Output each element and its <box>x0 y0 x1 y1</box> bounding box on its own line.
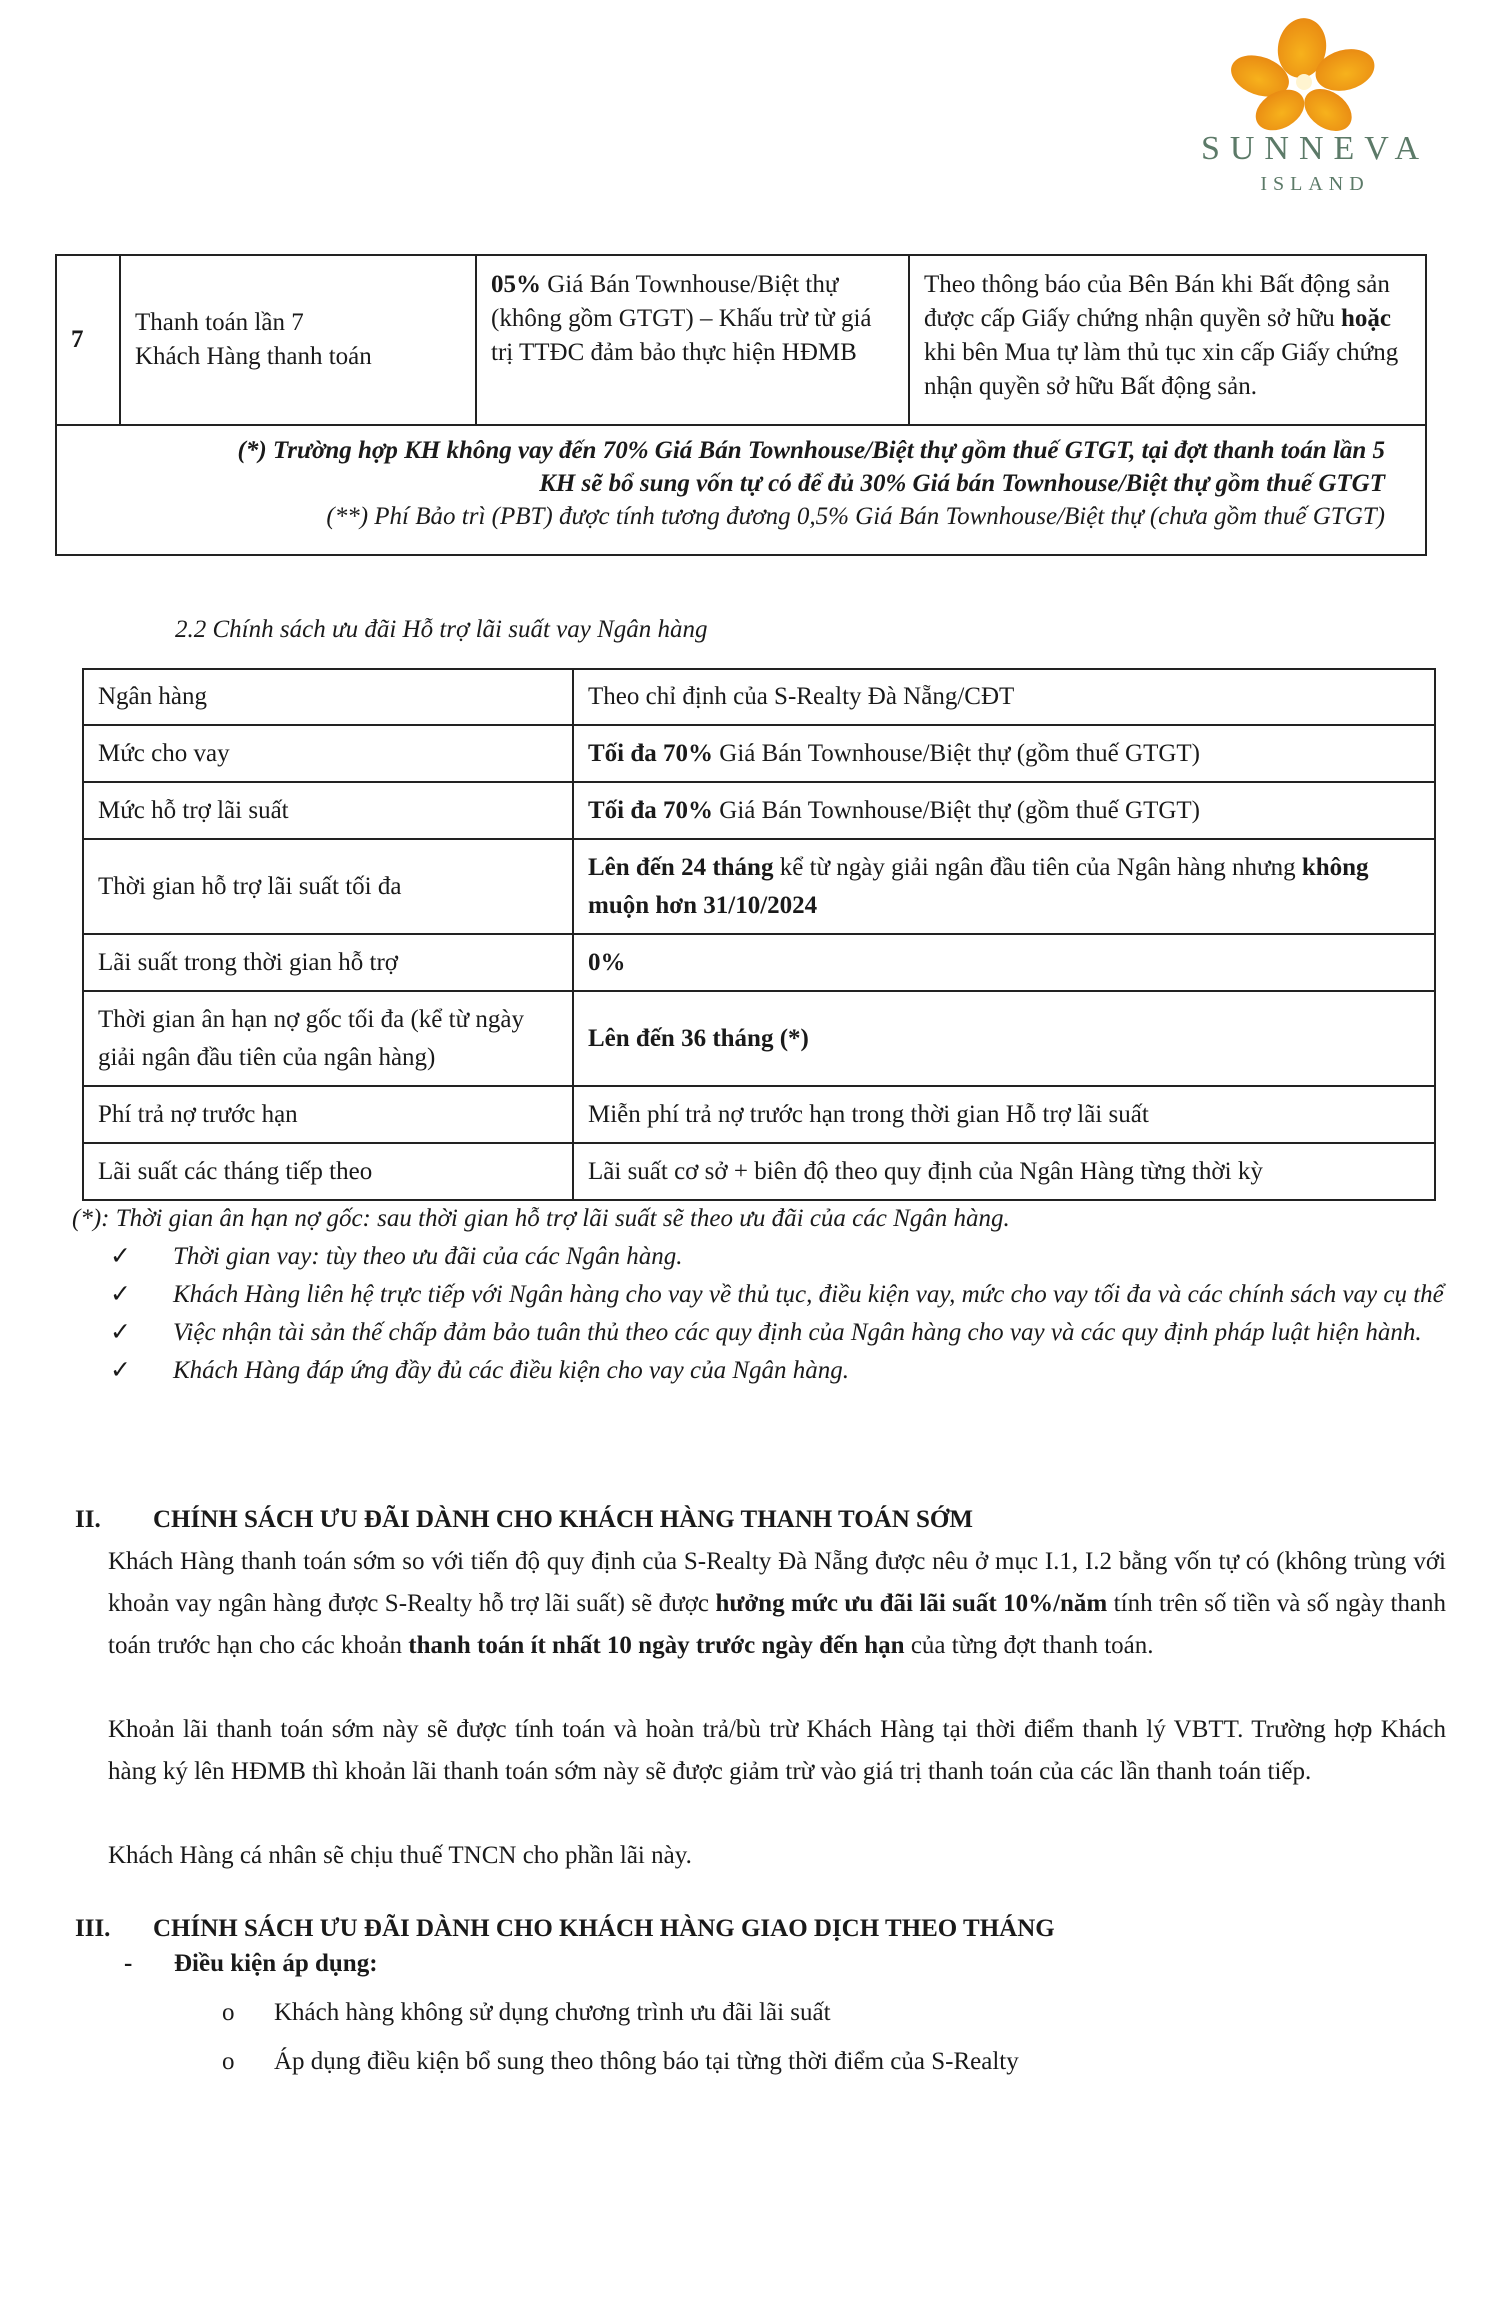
row-value <box>573 782 1435 839</box>
note-1-line1: (*) Trường hợp KH không vay đến 70% Giá Bán Townhouse/Biệt thự gồm thuế GTGT, tại đợt thanh toán lần 5 <box>237 437 1385 464</box>
section-II-heading <box>75 1506 973 1534</box>
row-label: Lãi suất các tháng tiếp theo <box>83 1143 573 1200</box>
table-row <box>83 991 1435 1086</box>
section-II-paragraph-3: Khách Hàng cá nhân sẽ chịu thuế TNCN cho phần lãi này. <box>108 1842 692 1869</box>
list-item <box>222 1993 831 2033</box>
row-title-line2: Khách Hàng thanh toán <box>135 343 372 370</box>
loan-check-list <box>110 1238 1445 1390</box>
table-row <box>83 1086 1435 1143</box>
check-icon: ✓ <box>110 1281 131 1308</box>
table-row <box>83 725 1435 782</box>
note-2: (**) Phí Bảo trì (PBT) được tính tương đương 0,5% Giá Bán Townhouse/Biệt thự (chưa gồm thuế GTGT) <box>326 503 1385 530</box>
condition-heading <box>124 1950 378 1978</box>
check-icon: ✓ <box>110 1243 131 1270</box>
row-label: Thời gian ân hạn nợ gốc tối đa (kể từ ngày giải ngân đầu tiên của ngân hàng) <box>83 991 573 1086</box>
check-icon: ✓ <box>110 1319 131 1346</box>
value-bold-2: không muộn hơn 31/10/2024 <box>588 853 1369 919</box>
row-value: Lên đến 36 tháng (*) <box>573 991 1435 1086</box>
section-2-2-title: 2.2 Chính sách ưu đãi Hỗ trợ lãi suất vay Ngân hàng <box>175 616 708 643</box>
table-row <box>83 839 1435 934</box>
row-value: 0% <box>573 934 1435 991</box>
row-number: 7 <box>57 256 121 424</box>
payment-row-7 <box>57 256 1425 426</box>
row-title-line1: Thanh toán lần 7 <box>135 309 304 336</box>
text-bold: hưởng mức ưu đãi lãi suất 10%/năm <box>715 1590 1108 1617</box>
value-bold: Lên đến 24 tháng <box>588 853 774 881</box>
row-label: Phí trả nợ trước hạn <box>83 1086 573 1143</box>
brand-subtitle: ISLAND <box>1260 173 1370 195</box>
row-value <box>573 725 1435 782</box>
list-item-text: Thời gian vay: tùy theo ưu đãi của các Ngân hàng. <box>173 1243 683 1270</box>
list-item-text: Khách Hàng liên hệ trực tiếp với Ngân hàng cho vay về thủ tục, điều kiện vay, mức cho vay tối đa và các chính sách vay cụ thể <box>173 1281 1444 1308</box>
list-item <box>110 1238 1445 1276</box>
row-value: Lãi suất cơ sở + biên độ theo quy định của Ngân Hàng từng thời kỳ <box>573 1143 1435 1200</box>
table-row <box>83 669 1435 725</box>
row-payment <box>477 256 910 424</box>
condition-part1: Theo thông báo của Bên Bán khi Bất động sản được cấp Giấy chứng nhận quyền sở hữu <box>924 271 1390 332</box>
payment-desc: Giá Bán Townhouse/Biệt thự (không gồm GTGT) – Khấu trừ từ giá trị TTĐC đảm bảo thực hiện HĐMB <box>491 271 872 366</box>
value-bold: Tối đa 70% <box>588 796 714 824</box>
list-item-text: Khách Hàng đáp ứng đầy đủ các điều kiện cho vay của Ngân hàng. <box>173 1357 849 1384</box>
check-icon: ✓ <box>110 1357 131 1384</box>
section-number: III. <box>75 1915 111 1942</box>
sunneva-logo <box>1165 18 1465 198</box>
row-condition <box>910 256 1425 424</box>
condition-part2: khi bên Mua tự làm thủ tục xin cấp Giấy chứng nhận quyền sở hữu Bất động sản. <box>924 339 1399 400</box>
list-item-text: Khách hàng không sử dụng chương trình ưu đãi lãi suất <box>274 1999 831 2026</box>
list-item-text: Áp dụng điều kiện bổ sung theo thông báo tại từng thời điểm của S-Realty <box>274 2048 1019 2075</box>
note-1-line2: KH sẽ bổ sung vốn tự có để đủ 30% Giá bán Townhouse/Biệt thự gồm thuế GTGT <box>539 470 1385 497</box>
section-III-heading <box>75 1915 1055 1943</box>
loan-support-table <box>82 668 1436 1201</box>
value-rest: Giá Bán Townhouse/Biệt thự (gồm thuế GTGT) <box>713 796 1200 824</box>
value-rest: kể từ ngày giải ngân đầu tiên của Ngân hàng nhưng <box>773 853 1302 881</box>
text-bold: thanh toán ít nhất 10 ngày trước ngày đến hạn <box>408 1632 905 1659</box>
table-row <box>83 934 1435 991</box>
row-value: Theo chỉ định của S-Realty Đà Nẵng/CĐT <box>573 669 1435 725</box>
row-label: Mức hỗ trợ lãi suất <box>83 782 573 839</box>
circle-bullet-icon: o <box>222 1999 235 2026</box>
row-value: Miễn phí trả nợ trước hạn trong thời gian Hỗ trợ lãi suất <box>573 1086 1435 1143</box>
list-item-text: Việc nhận tài sản thế chấp đảm bảo tuân thủ theo các quy định của Ngân hàng cho vay và các quy định pháp luật hiện hành. <box>173 1319 1422 1346</box>
row-title <box>121 256 477 424</box>
row-value <box>573 839 1435 934</box>
payment-percent: 05% <box>491 271 541 298</box>
table-row <box>83 782 1435 839</box>
payment-notes <box>57 426 1425 554</box>
text: tính trên số tiền và số ngày thanh toán trước hạn cho các khoản <box>108 1590 1446 1659</box>
row-label: Lãi suất trong thời gian hỗ trợ <box>83 934 573 991</box>
list-item <box>110 1314 1445 1352</box>
condition-label: Điều kiện áp dụng: <box>174 1950 378 1977</box>
list-item <box>110 1276 1445 1314</box>
section-title: CHÍNH SÁCH ƯU ĐÃI DÀNH CHO KHÁCH HÀNG GIAO DỊCH THEO THÁNG <box>153 1915 1055 1942</box>
section-number: II. <box>75 1506 101 1533</box>
section-title: CHÍNH SÁCH ƯU ĐÃI DÀNH CHO KHÁCH HÀNG THANH TOÁN SỚM <box>153 1506 973 1533</box>
row-label: Thời gian hỗ trợ lãi suất tối đa <box>83 839 573 934</box>
list-item <box>222 2042 1019 2082</box>
brand-name: SUNNEVA <box>1200 130 1430 167</box>
grace-period-footnote: (*): Thời gian ân hạn nợ gốc: sau thời gian hỗ trợ lãi suất sẽ theo ưu đãi của các Ngân hàng. <box>72 1205 1010 1232</box>
condition-bold: hoặc <box>1341 305 1391 332</box>
row-label: Ngân hàng <box>83 669 573 725</box>
value-rest: Giá Bán Townhouse/Biệt thự (gồm thuế GTGT) <box>713 739 1200 767</box>
text: Khách Hàng thanh toán sớm so với tiến độ quy định của S-Realty Đà Nẵng được nêu ở mục I.1, I.2 bằng vốn tự có (không trùng với khoản vay ngân hàng được S-Realty hỗ trợ lãi suất) sẽ được <box>108 1548 1446 1617</box>
list-item <box>110 1352 1445 1390</box>
payment-table <box>55 254 1427 556</box>
text: của từng đợt thanh toán. <box>904 1632 1154 1659</box>
row-label: Mức cho vay <box>83 725 573 782</box>
dash-bullet: - <box>124 1950 133 1977</box>
table-row <box>83 1143 1435 1200</box>
section-II-paragraph-1 <box>108 1541 1446 1667</box>
section-II-paragraph-2: Khoản lãi thanh toán sớm này sẽ được tính toán và hoàn trả/bù trừ Khách Hàng tại thời điểm thanh lý VBTT. Trường hợp Khách hàng ký lên HĐMB thì khoản lãi thanh toán sớm này sẽ được giảm trừ vào giá trị thanh toán của các lần thanh toán tiếp. <box>108 1716 1446 1785</box>
value-bold: Tối đa 70% <box>588 739 714 767</box>
circle-bullet-icon: o <box>222 2048 235 2075</box>
flower-logo-icon <box>1220 18 1380 133</box>
